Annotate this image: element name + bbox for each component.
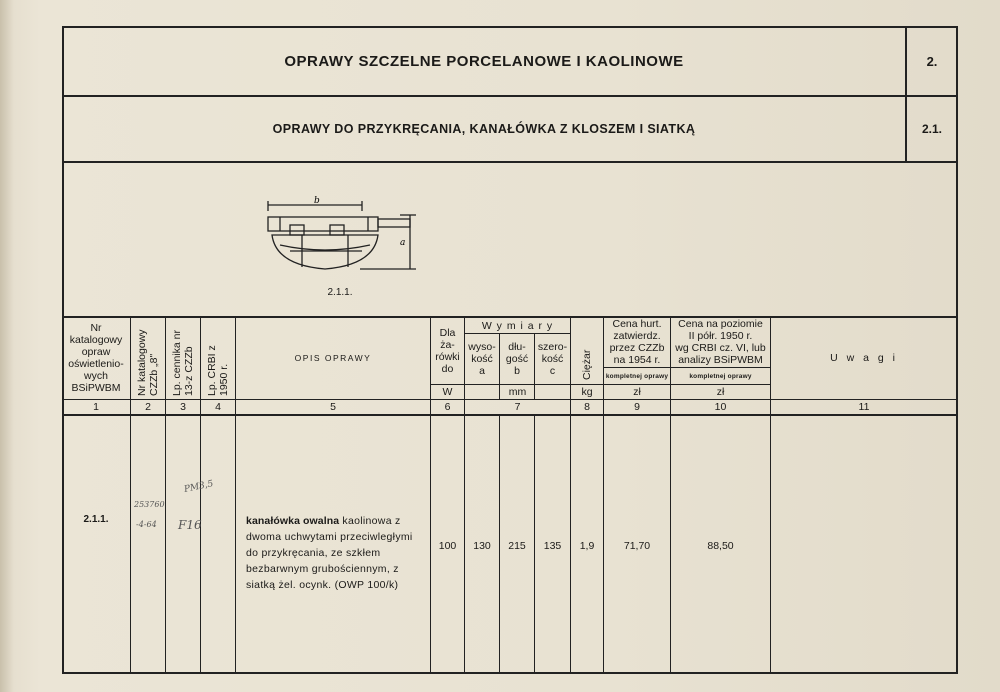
drawing-caption: 2.1.1. — [327, 287, 353, 298]
header-col7a-line: a — [479, 365, 485, 377]
header-col7b — [500, 335, 534, 383]
header-col5: OPIS OPRAWY — [294, 353, 372, 363]
row-catalog-number: 2.1.1. — [83, 514, 109, 525]
header-col10 — [671, 318, 770, 366]
rule — [670, 317, 671, 674]
header-col9-line: przez CZZb — [609, 342, 665, 354]
rule — [165, 317, 166, 674]
header-col4: Lp. CRBI z 1950 r. — [206, 345, 230, 396]
rule — [464, 333, 570, 334]
header-col1-line: Nr — [90, 322, 102, 334]
handwritten-note: PM3,5 — [183, 479, 215, 495]
header-col1 — [62, 318, 130, 398]
page-title: OPRAWY SZCZELNE PORCELANOWE I KAOLINOWE — [284, 52, 684, 70]
column-number: 11 — [858, 401, 870, 413]
header-col7a-line: wyso- — [468, 341, 496, 353]
header-col7b-line: b — [514, 365, 520, 377]
header-col10-line: wg CRBI cz. VI, lub — [675, 342, 766, 354]
header-col10-line: II półr. 1950 r. — [688, 330, 753, 342]
header-col6-line: Dla — [439, 327, 456, 339]
header-col7c-line: kość — [541, 353, 564, 365]
header-col6-line: do — [441, 363, 454, 375]
row-length-b: 215 — [508, 540, 526, 552]
header-col7b-line: dłu- — [508, 341, 526, 353]
section-number: 2. — [926, 53, 938, 69]
row-watt: 100 — [438, 540, 457, 552]
header-col9 — [604, 318, 670, 366]
column-number: 10 — [714, 401, 727, 413]
header-col7c — [535, 335, 570, 383]
row-width-c: 135 — [543, 540, 562, 552]
rule — [603, 317, 604, 674]
row-height-a: 130 — [473, 540, 491, 552]
column-number: 5 — [330, 401, 336, 413]
rule — [200, 317, 201, 674]
handwritten-note: 253760 — [134, 500, 165, 509]
rule — [130, 317, 131, 674]
header-col9-line: Cena hurt. — [612, 318, 662, 330]
header-col9-line: zatwierdz. — [613, 330, 661, 342]
header-col1-line: opraw — [81, 346, 111, 358]
header-col6-line: ża- — [440, 339, 455, 351]
handwritten-note: -4-64 — [136, 520, 157, 529]
column-number: 1 — [93, 401, 99, 413]
row-description — [246, 513, 426, 593]
handwritten-note: F16 — [178, 518, 202, 532]
header-col10-line: Cena na poziomie — [678, 318, 763, 330]
unit-watt: W — [442, 386, 453, 398]
header-wymiary: W y m i a r y — [481, 319, 554, 332]
page-subtitle: OPRAWY DO PRZYKRĘCANIA, KANAŁÓWKA Z KLOSZEM I SIATKĄ — [272, 122, 696, 136]
row-price-1954: 71,70 — [623, 540, 651, 552]
unit-kg: kg — [581, 386, 593, 398]
drawing-label-b: b — [314, 196, 320, 206]
row-description-bold: kanałówka owalna — [246, 515, 340, 527]
header-col6 — [431, 318, 464, 384]
column-number: 7 — [514, 401, 521, 413]
header-col7b-line: gość — [505, 353, 529, 365]
row-description-rest: kaolinowa z dwoma uchwytami przeciwległymi do przykręcania, ze szkłem bezbarwnym grubościennym, z siatką żel. ocynk. (OWP 100/k) — [246, 515, 413, 591]
row-price-1950: 88,50 — [707, 540, 734, 552]
header-col7c-line: szero- — [537, 341, 568, 353]
header-col7a-line: kość — [471, 353, 493, 365]
header-col1-line: katalogowy — [69, 334, 123, 346]
rule — [62, 414, 958, 416]
subsection-number: 2.1. — [921, 122, 942, 136]
column-number: 9 — [634, 401, 640, 413]
header-col3: Lp. cennika nr 13-z CZZb — [171, 330, 195, 396]
header-col1-line: BSiPWBM — [71, 382, 121, 394]
rule — [603, 367, 770, 368]
header-col1-line: oświetlenio- — [68, 358, 124, 370]
unit-mm: mm — [508, 386, 527, 398]
header-col6-line: rówki — [435, 351, 460, 363]
header-col9-line: na 1954 r. — [613, 354, 661, 366]
unit-zl-9: zł — [633, 386, 641, 398]
header-col10-sub: kompletnej oprawy — [689, 373, 752, 380]
rule — [570, 317, 571, 674]
column-number: 8 — [584, 401, 590, 413]
drawing-label-a: a — [400, 238, 406, 248]
header-col10-line: analizy BSiPWBM — [678, 354, 763, 366]
column-number: 2 — [145, 401, 151, 413]
unit-zl-10: zł — [716, 386, 725, 398]
header-col1-line: wych — [84, 370, 108, 382]
header-col8: Ciężar — [581, 349, 593, 380]
header-col7a — [465, 335, 499, 383]
header-col11: U w a g i — [830, 352, 898, 364]
header-col9-sub: kompletnej oprawy — [605, 373, 669, 380]
header-col7c-line: c — [549, 365, 556, 377]
row-weight: 1,9 — [579, 540, 595, 552]
column-number: 4 — [215, 401, 221, 413]
column-number: 6 — [444, 401, 451, 413]
header-col2: Nr katalogowy CZZb „8" — [136, 329, 160, 396]
column-number: 3 — [180, 401, 186, 413]
